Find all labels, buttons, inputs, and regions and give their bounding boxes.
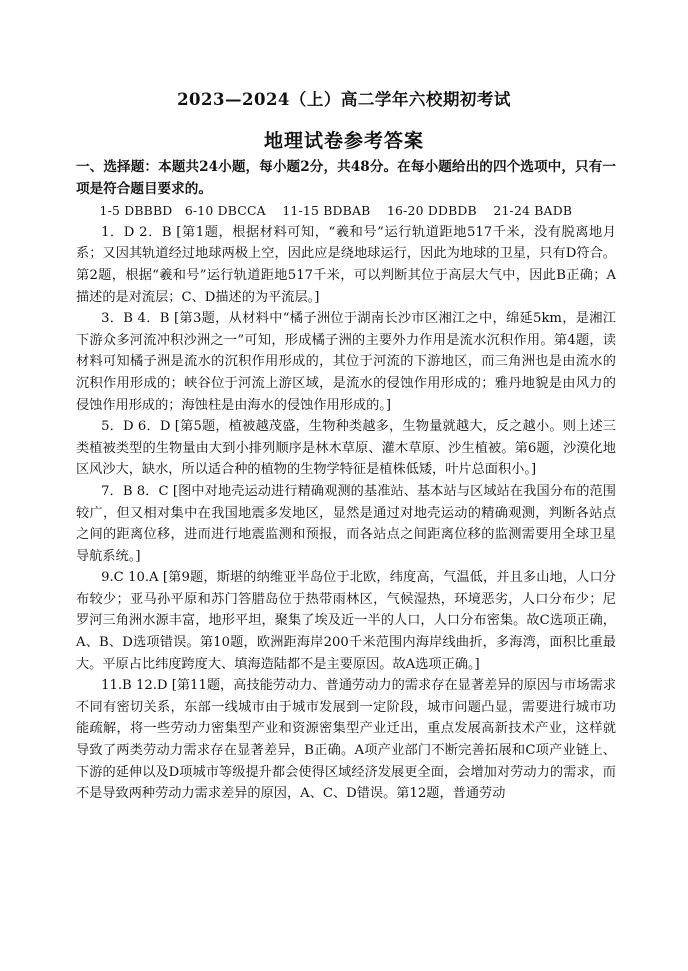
document-body bbox=[76, 157, 616, 805]
explanation-paragraph: 11.B 12.D [第11题，高技能劳动力、普通劳动力的需求存在显著差异的原因与市场需求不同有密切关系，东部一线城市由于城市发展到一定阶段，城市问题凸显，需要进行城市功能疏解，将一些劳动力密集型产业和资源密集型产业迁出，重点发展高新技术产业，这样就导致了两类劳动力需求存在显著差异，B正确。A项产业部门不断完善拓展和C项产业链上、下游的延伸以及D项城市等级提升都会使得区域经济发展更全面，会增加对劳动力的需求，而不是导致两种劳动力需求差异的原因，A、C、D错误。第12题，普通劳动 bbox=[76, 678, 616, 802]
exam-title: 2023—2024（上）高二学年六校期初考试 bbox=[177, 90, 511, 109]
section-heading: 一、选择题：本题共24小题，每小题2分，共48分。在每小题给出的四个选项中，只有一项是符合题目要求的。 bbox=[76, 159, 616, 197]
explanation-paragraph: 7．B 8．C [图中对地壳运动进行精确观测的基准站、基本站与区域站在我国分布的范围较广，但又相对集中在我国地震多发地区，显然是通过对地壳运动的精确观测，判断各站点之间的距离位移，进而进行地震监测和预报，而各站点之间距离位移的监测需要用全球卫星导航系统。] bbox=[76, 483, 616, 564]
explanation-paragraph: 1．D 2．B [第1题，根据材料可知，“羲和号”运行轨道距地517千米，没有脱离地月系；又因其轨道经过地球两极上空，因此应是绕地球运行，因此为地球的卫星，只有D符合。第2题，根据“羲和号”运行轨道距地517千米，可以判断其位于高层大气中，因此B正确；A描述的是对流层；C、D描述的为平流层。] bbox=[76, 224, 616, 305]
explanation-paragraph: 5．D 6．D [第5题，植被越茂盛，生物种类越多，生物量就越大，反之越小。则上述三类植被类型的生物量由大到小排列顺序是林木草原、灌木草原、沙生植被。第6题，沙漠化地区风沙大，缺水，所以适合种的植物的生物学特征是植株低矮，叶片总面积小。] bbox=[76, 419, 616, 478]
explanation-paragraph: 3．B 4．B [第3题，从材料中“橘子洲位于湖南长沙市区湘江之中，绵延5km，是湘江下游众多河流冲积沙洲之一”可知，形成橘子洲的主要外力作用是流水沉积作用。第4题，读材料可知橘子洲是流水的沉积作用形成的，其位于河流的下游地区，而三角洲也是由流水的沉积作用形成的；峡谷位于河流上游区域，是流水的侵蚀作用形成的；雅丹地貌是由风力的侵蚀作用形成的；海蚀柱是由海水的侵蚀作用形成的。] bbox=[76, 311, 616, 413]
document-subtitle: 地理试卷参考答案 bbox=[263, 130, 424, 152]
answer-key-line: 1-5 DBBBD 6-10 DBCCA 11-15 BDBAB 16-20 DDBDB 21-24 BADB bbox=[99, 203, 573, 219]
explanation-paragraph: 9.C 10.A [第9题，斯堪的纳维亚半岛位于北欧，纬度高，气温低，并且多山地，人口分布较少；亚马孙平原和苏门答腊岛位于热带雨林区，气候湿热，环境恶劣，人口分布少；尼罗河三角洲水源丰富，地形平坦，聚集了埃及近一半的人口，人口分布密集。故C选项正确，A、B、D选项错误。第10题，欧洲距海岸200千米范围内海岸线曲折，多海湾，面积比重最大。平原占比纬度跨度大、填海造陆都不是主要原因。故A选项正确。] bbox=[76, 570, 616, 672]
